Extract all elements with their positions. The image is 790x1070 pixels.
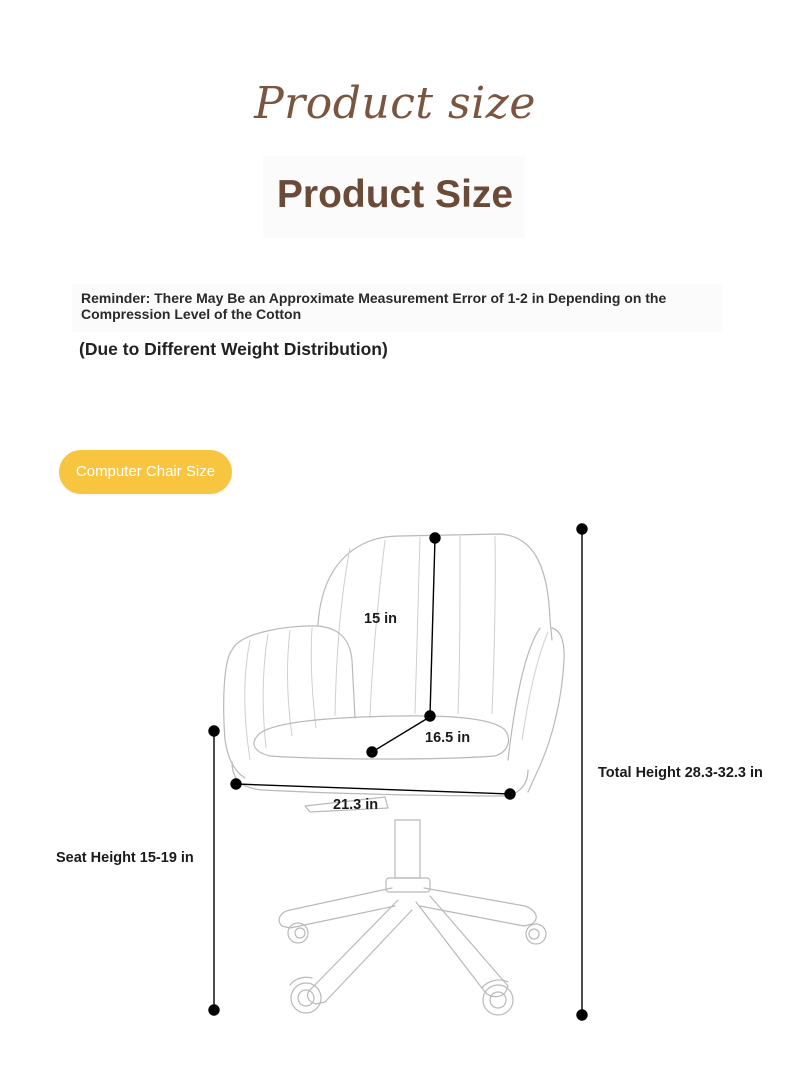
seat-width-right-dot xyxy=(505,789,515,799)
seat-depth-label: 16.5 in xyxy=(425,730,471,746)
script-title: Product size xyxy=(254,78,536,129)
back-height-label: 15 in xyxy=(364,611,398,627)
seat-depth-line xyxy=(372,718,428,752)
page-title: Product Size xyxy=(276,173,514,216)
back-height-line xyxy=(430,538,435,716)
weight-note: (Due to Different Weight Distribution) xyxy=(79,339,388,359)
total-height-bottom-dot xyxy=(577,1010,587,1020)
seat-height-bottom-dot xyxy=(209,1005,219,1015)
seat-width-label: 21.3 in xyxy=(333,797,379,813)
back-height-top-dot xyxy=(430,533,440,543)
chair-size-badge: Computer Chair Size xyxy=(59,450,232,494)
seat-height-label: Seat Height 15-19 in xyxy=(56,850,194,866)
seat-width-left-dot xyxy=(231,779,241,789)
measurement-lines xyxy=(209,524,587,1020)
chair-illustration xyxy=(224,534,564,1015)
total-height-label: Total Height 28.3-32.3 in xyxy=(598,765,763,781)
reminder-text: Reminder: There May Be an Approximate Measurement Error of 1-2 in Depending on the Compression Level of the Cotton xyxy=(81,290,667,322)
total-height-top-dot xyxy=(577,524,587,534)
seat-depth-dot xyxy=(367,747,377,757)
seat-width-line xyxy=(236,784,510,794)
seat-height-top-dot xyxy=(209,726,219,736)
